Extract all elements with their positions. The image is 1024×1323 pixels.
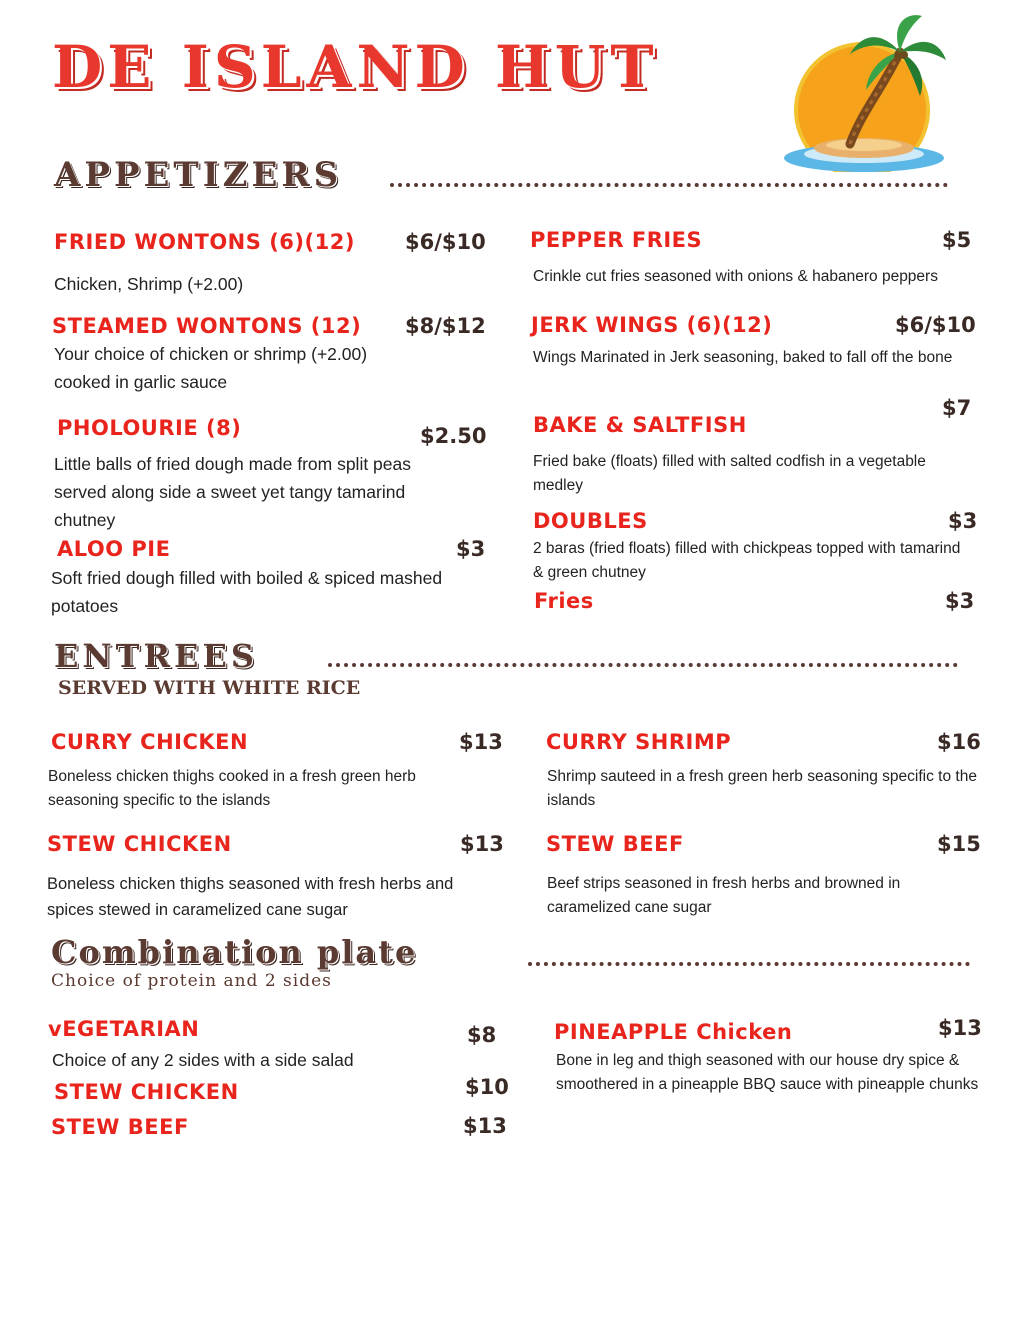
item-name: PHOLOURIE (8): [57, 416, 242, 440]
item-description: 2 baras (fried floats) filled with chickpeas topped with tamarind & green chutney: [533, 540, 961, 581]
item-name: STEW BEEF: [51, 1115, 189, 1139]
combo-subheading: Choice of protein and 2 sides: [51, 971, 332, 991]
item-price: $2.50: [420, 424, 487, 448]
item-price: $13: [938, 1016, 982, 1040]
item-description: Beef strips seasoned in fresh herbs and browned in caramelized cane sugar: [547, 875, 901, 916]
item-name: ALOO PIE: [57, 537, 171, 561]
item-description: Fried bake (floats) filled with salted codfish in a vegetable medley: [533, 453, 926, 494]
item-price: $15: [937, 832, 981, 856]
item-price: $3: [948, 509, 978, 533]
item-price: $5: [942, 228, 972, 252]
combo-heading: Combination plate: [51, 933, 418, 971]
item-description: Shrimp sauteed in a fresh green herb seasoning specific to the islands: [547, 768, 977, 809]
combo-dotted-leader: [528, 962, 970, 966]
item-description: Chicken, Shrimp (+2.00): [54, 274, 244, 294]
item-name: PINEAPPLE Chicken: [554, 1020, 793, 1044]
item-name: STEW CHICKEN: [47, 832, 232, 856]
appetizers-dotted-leader: [390, 183, 948, 187]
item-description: Boneless chicken thighs cooked in a fresh green herb seasoning specific to the islands: [48, 768, 416, 809]
item-price: $13: [460, 832, 504, 856]
entrees-subheading: SERVED WITH WHITE RICE: [58, 677, 361, 699]
item-description: Choice of any 2 sides with a side salad: [52, 1050, 354, 1070]
item-price: $3: [945, 589, 975, 613]
entrees-dotted-leader: [328, 663, 958, 667]
item-name: vEGETARIAN: [48, 1017, 200, 1041]
item-price: $8/$12: [405, 314, 486, 338]
item-name: FRIED WONTONS (6)(12): [54, 230, 355, 254]
item-price: $13: [459, 730, 503, 754]
appetizers-heading: APPETIZERS: [54, 155, 343, 195]
item-description: Boneless chicken thighs seasoned with fresh herbs and spices stewed in caramelized cane sugar: [47, 875, 454, 919]
item-name: STEAMED WONTONS (12): [52, 314, 362, 338]
item-price: $10: [465, 1075, 509, 1099]
item-name: BAKE & SALTFISH: [533, 413, 747, 437]
item-description: Wings Marinated in Jerk seasoning, baked to fall off the bone: [533, 349, 953, 366]
item-name: PEPPER FRIES: [530, 228, 703, 252]
entrees-heading: ENTREES: [54, 637, 258, 675]
item-price: $6/$10: [895, 313, 976, 337]
item-price: $3: [456, 537, 486, 561]
item-name: STEW CHICKEN: [54, 1080, 239, 1104]
item-description: Crinkle cut fries seasoned with onions & habanero peppers: [533, 268, 938, 285]
item-name: CURRY CHICKEN: [51, 730, 249, 754]
item-name: JERK WINGS (6)(12): [531, 313, 773, 337]
item-price: $16: [937, 730, 981, 754]
item-name: STEW BEEF: [546, 832, 684, 856]
item-price: $8: [467, 1023, 497, 1047]
item-description: Little balls of fried dough made from split peas served along side a sweet yet tangy tamarind chutney: [54, 454, 411, 530]
item-name: CURRY SHRIMP: [546, 730, 732, 754]
item-description: Soft fried dough filled with boiled & spiced mashed potatoes: [51, 568, 443, 616]
item-price: $7: [942, 396, 972, 420]
item-name: DOUBLES: [533, 509, 648, 533]
item-price: $13: [463, 1114, 507, 1138]
item-name: Fries: [534, 589, 594, 613]
item-description: Your choice of chicken or shrimp (+2.00) cooked in garlic sauce: [54, 344, 368, 392]
palm-island-sunset-icon: [780, 12, 948, 172]
restaurant-title: DE ISLAND HUT: [52, 33, 659, 101]
item-price: $6/$10: [405, 230, 486, 254]
item-description: Bone in leg and thigh seasoned with our house dry spice & smoothered in a pineapple BBQ sauce with pineapple chunks: [556, 1052, 979, 1093]
